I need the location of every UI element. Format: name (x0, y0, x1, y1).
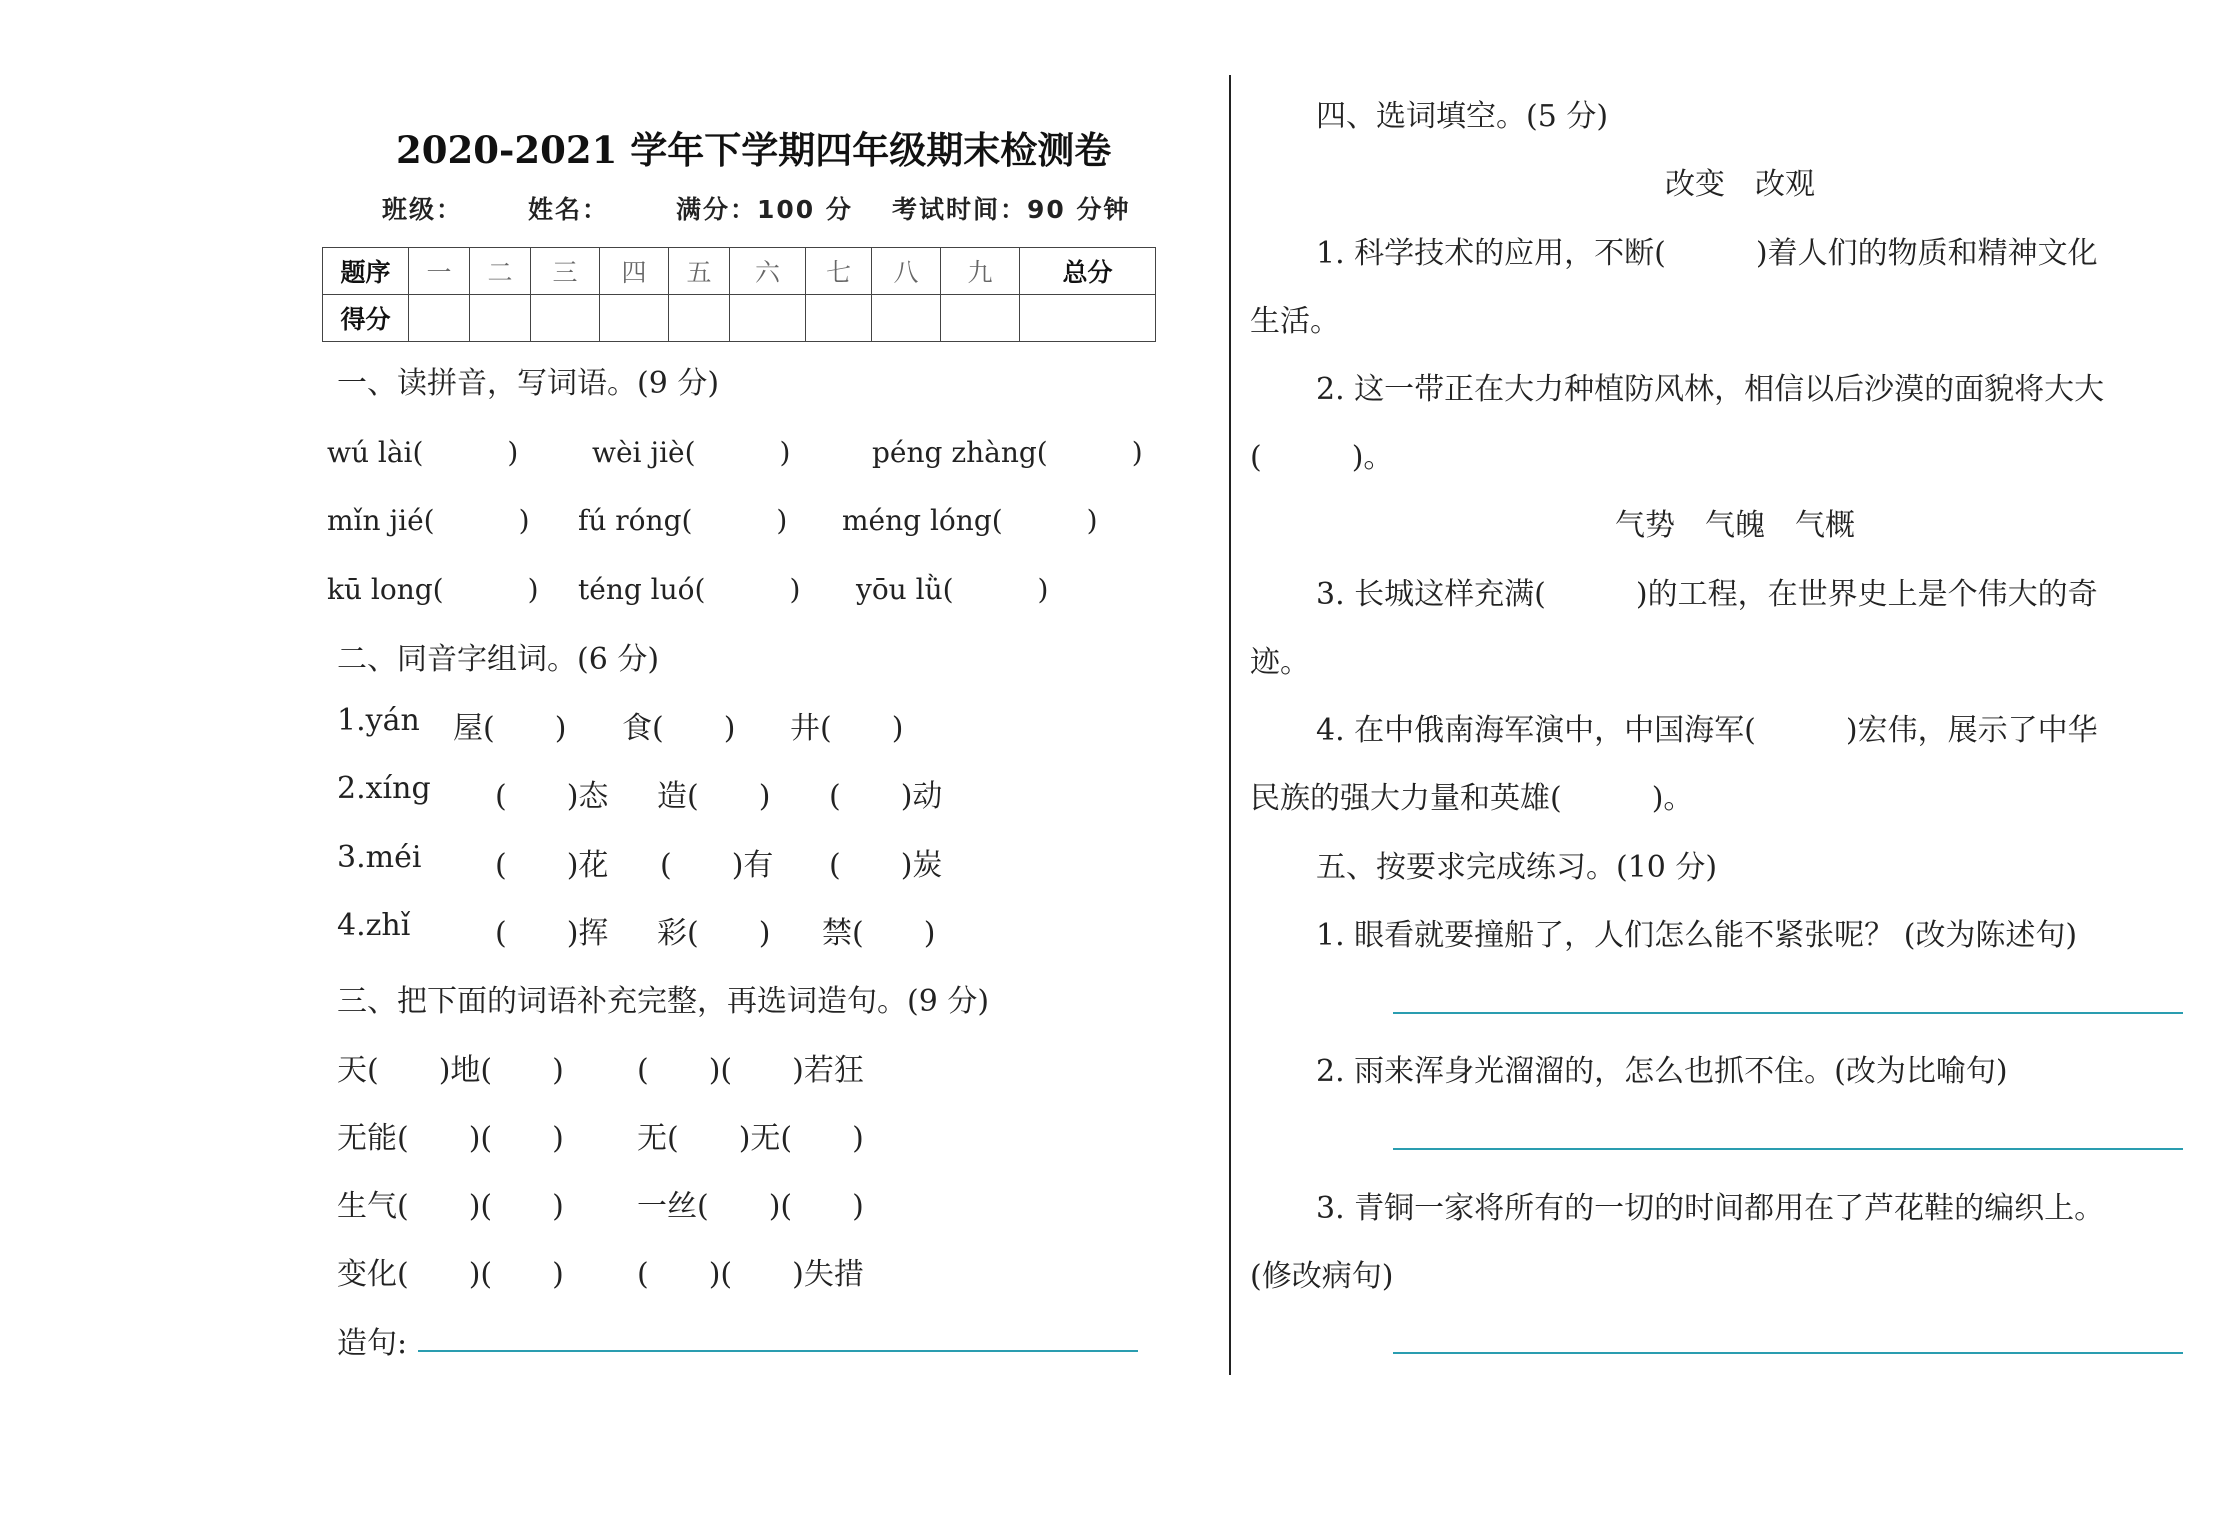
homophone-pinyin: 4.zhǐ (337, 908, 411, 943)
name-label: 姓名： (528, 195, 610, 224)
score-cell[interactable] (531, 295, 600, 342)
homophone-word: 井( ) (790, 711, 904, 746)
question-text: 1. 科学技术的应用，不断( )着人们的物质和精神文化 (1316, 236, 2098, 271)
score-table-score-row (323, 295, 1156, 342)
homophone-word: 屋( ) (453, 711, 567, 746)
question-text: 1. 眼看就要撞船了，人们怎么能不紧张呢？ (改为陈述句) (1316, 918, 2078, 953)
score-table-header-row (323, 248, 1156, 295)
col-1: 一 (409, 248, 470, 295)
idiom-item: 天( )地( ) (337, 1053, 564, 1088)
question-text: (修改病句) (1250, 1259, 1394, 1294)
question-text: 2. 这一带正在大力种植防风林，相信以后沙漠的面貌将大大 (1316, 372, 2105, 407)
question-text: ( )。 (1250, 440, 1394, 475)
homophone-pinyin: 3.méi (337, 840, 422, 875)
col-6: 六 (730, 248, 806, 295)
homophone-word: ( )动 (829, 779, 943, 814)
answer-line[interactable] (1393, 1352, 2183, 1354)
question-text: 3. 长城这样充满( )的工程，在世界史上是个伟大的奇 (1316, 577, 2098, 612)
word-choices-1: 改变 改观 (1665, 167, 1815, 202)
idiom-item: 生气( )( ) (337, 1189, 564, 1224)
idiom-item: 一丝( )( ) (637, 1189, 864, 1224)
question-text: 生活。 (1250, 304, 1340, 339)
exam-info (0, 190, 1229, 230)
exam-time: 考试时间：90 分钟 (892, 195, 1131, 224)
section-3-title: 三、把下面的词语补充完整，再选词造句。(9 分) (337, 984, 990, 1019)
page-title: 2020-2021 学年下学期四年级期末检测卷 (396, 128, 1112, 172)
question-text: 2. 雨来浑身光溜溜的，怎么也抓不住。(改为比喻句) (1316, 1054, 2008, 1089)
full-score: 满分：100 分 (676, 195, 853, 224)
column-divider (1229, 75, 1231, 1375)
col-8: 八 (872, 248, 941, 295)
homophone-word: 禁( ) (822, 916, 936, 951)
homophone-pinyin: 1.yán (337, 703, 420, 738)
pinyin-item: kū long( ) (327, 573, 539, 606)
col-2: 二 (470, 248, 531, 295)
col-7: 七 (806, 248, 872, 295)
question-text: 3. 青铜一家将所有的一切的时间都用在了芦花鞋的编织上。 (1316, 1191, 2105, 1226)
question-text: 迹。 (1250, 645, 1310, 680)
homophone-word: 造( ) (657, 779, 771, 814)
row-header-order: 题序 (323, 248, 409, 295)
homophone-word: 彩( ) (657, 916, 771, 951)
score-cell[interactable] (941, 295, 1020, 342)
score-cell[interactable] (600, 295, 669, 342)
pinyin-item: yōu lǜ( ) (856, 573, 1049, 606)
col-4: 四 (600, 248, 669, 295)
score-table (322, 247, 1156, 342)
score-cell[interactable] (872, 295, 941, 342)
answer-line[interactable] (1393, 1012, 2183, 1014)
idiom-item: ( )( )失措 (637, 1257, 864, 1292)
pinyin-item: méng lóng( ) (842, 504, 1098, 537)
section-2-title: 二、同音字组词。(6 分) (337, 642, 660, 677)
question-text: 4. 在中俄南海军演中，中国海军( )宏伟，展示了中华 (1316, 713, 2098, 748)
score-cell[interactable] (669, 295, 730, 342)
pinyin-item: téng luó( ) (578, 573, 801, 606)
score-cell[interactable] (1020, 295, 1156, 342)
homophone-pinyin: 2.xíng (337, 771, 431, 806)
col-5: 五 (669, 248, 730, 295)
idiom-item: ( )( )若狂 (637, 1053, 864, 1088)
class-label: 班级： (382, 195, 464, 224)
pinyin-item: fú róng( ) (578, 504, 788, 537)
homophone-word: ( )态 (495, 779, 609, 814)
section-5-title: 五、按要求完成练习。(10 分) (1316, 850, 1718, 885)
word-choices-2: 气势 气魄 气概 (1615, 508, 1855, 543)
idiom-item: 变化( )( ) (337, 1257, 564, 1292)
row-header-score: 得分 (323, 295, 409, 342)
score-cell[interactable] (470, 295, 531, 342)
homophone-word: ( )挥 (495, 916, 609, 951)
homophone-word: ( )花 (495, 848, 609, 883)
pinyin-item: péng zhàng( ) (872, 436, 1143, 469)
section-1-title: 一、读拼音，写词语。(9 分) (337, 366, 720, 401)
question-text: 民族的强大力量和英雄( )。 (1250, 781, 1694, 816)
sentence-answer-line[interactable] (418, 1350, 1138, 1352)
pinyin-item: wú lài( ) (327, 436, 519, 469)
score-cell[interactable] (409, 295, 470, 342)
col-3: 三 (531, 248, 600, 295)
idiom-item: 无( )无( ) (637, 1121, 864, 1156)
section-4-title: 四、选词填空。(5 分) (1316, 99, 1609, 134)
score-cell[interactable] (730, 295, 806, 342)
homophone-word: 食( ) (622, 711, 736, 746)
col-total: 总分 (1020, 248, 1156, 295)
homophone-word: ( )有 (660, 848, 774, 883)
col-9: 九 (941, 248, 1020, 295)
homophone-word: ( )炭 (829, 848, 943, 883)
idiom-item: 无能( )( ) (337, 1121, 564, 1156)
pinyin-item: mǐn jié( ) (327, 504, 530, 537)
answer-line[interactable] (1393, 1148, 2183, 1150)
pinyin-item: wèi jiè( ) (592, 436, 791, 469)
sentence-label: 造句: (337, 1326, 408, 1361)
score-cell[interactable] (806, 295, 872, 342)
